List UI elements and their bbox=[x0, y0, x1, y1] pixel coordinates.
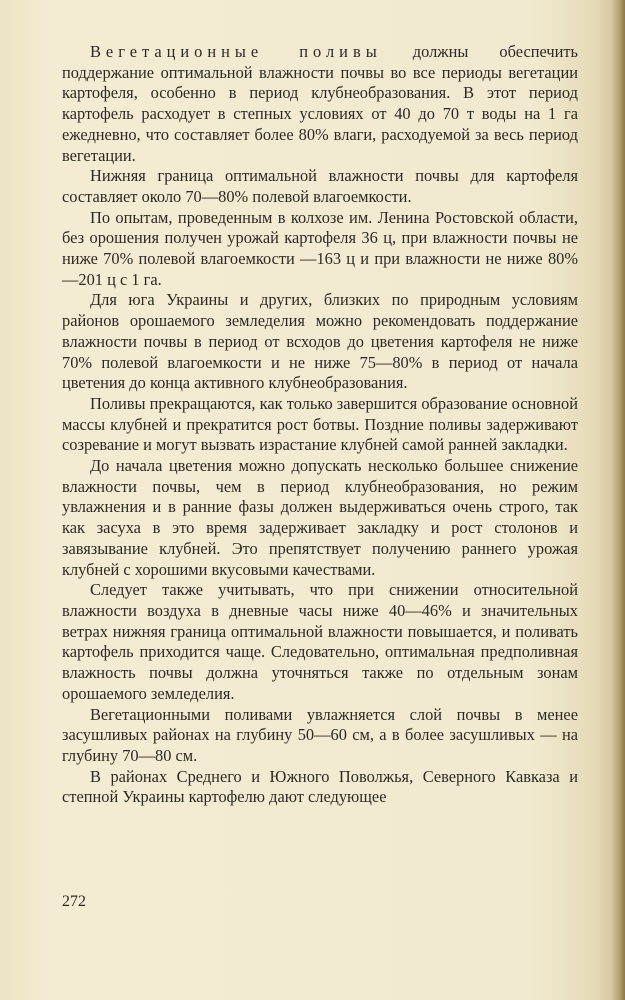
spaced-lead-term: Вегетационные поливы bbox=[90, 42, 382, 61]
paragraph-9: В районах Среднего и Южного Поволжья, Северного Кавказа и степной Украины картофелю дают следующее bbox=[62, 766, 578, 807]
paragraph-8: Вегетационными поливами увлажняется слой почвы в менее засушливых районах на глубину 50—60 см, а в более засушливых — на глубину 70—80 см. bbox=[62, 704, 578, 765]
page-edge-shadow bbox=[611, 0, 625, 1000]
page-number: 272 bbox=[62, 893, 86, 910]
body-text bbox=[62, 42, 578, 808]
paragraph-3: По опытам, проведенным в колхозе им. Ленина Ростовской области, без орошения получен урожай картофеля 36 ц, при влажности почвы не ниже 70% полевой влагоемкости —163 ц и при влажности не ниже 80%—201 ц с 1 га. bbox=[62, 207, 578, 289]
paragraph-1 bbox=[62, 42, 578, 166]
paragraph-5: Поливы прекращаются, как только завершится образование основной массы клубней и прекратится рост ботвы. Поздние поливы задерживают созревание и могут вызвать израстание клубней самой ранней закладки. bbox=[62, 393, 578, 455]
paragraph-6: До начала цветения можно допускать несколько большее снижение влажности почвы, чем в период клубнеобразования, но режим увлажнения и в ранние фазы должен выдерживаться очень строго, так как засуха в это время задерживает закладку и рост столонов и завязывание клубней. Это препятствует получению раннего урожая клубней с хорошими вкусовыми качествами. bbox=[62, 456, 578, 579]
paragraph-2: Нижняя граница оптимальной влажности почвы для картофеля составляет около 70—80% полевой влагоемкости. bbox=[62, 166, 578, 206]
paragraph-4: Для юга Украины и других, близких по природным условиям районов орошаемого земледелия можно рекомендовать поддержание влажности почвы в период от всходов до цветения картофеля не ниже 70% полевой влагоемкости и не ниже 75—80% в период от начала цветения до конца активного клубнеобразования. bbox=[62, 290, 578, 393]
paragraph-text: должны обеспечить поддержание оптимальной влажности почвы во все периоды вегетации картофеля, особенно в период клубнеобразования. В этот период картофель расходует в степных условиях от 40 до 70 т воды на 1 га ежедневно, что составляет более 80% влаги, расходуемой за весь период вегетации. bbox=[62, 42, 579, 165]
paragraph-7: Следует также учитывать, что при снижении относительной влажности воздуха в дневные часы ниже 40—46% и значительных ветрах нижняя граница оптимальной влажности повышается, и поливать картофель приходится чаще. Следовательно, оптимальная предполивная влажность почвы должна уточняться также по отдельным зонам орошаемого земледелия. bbox=[62, 580, 578, 703]
